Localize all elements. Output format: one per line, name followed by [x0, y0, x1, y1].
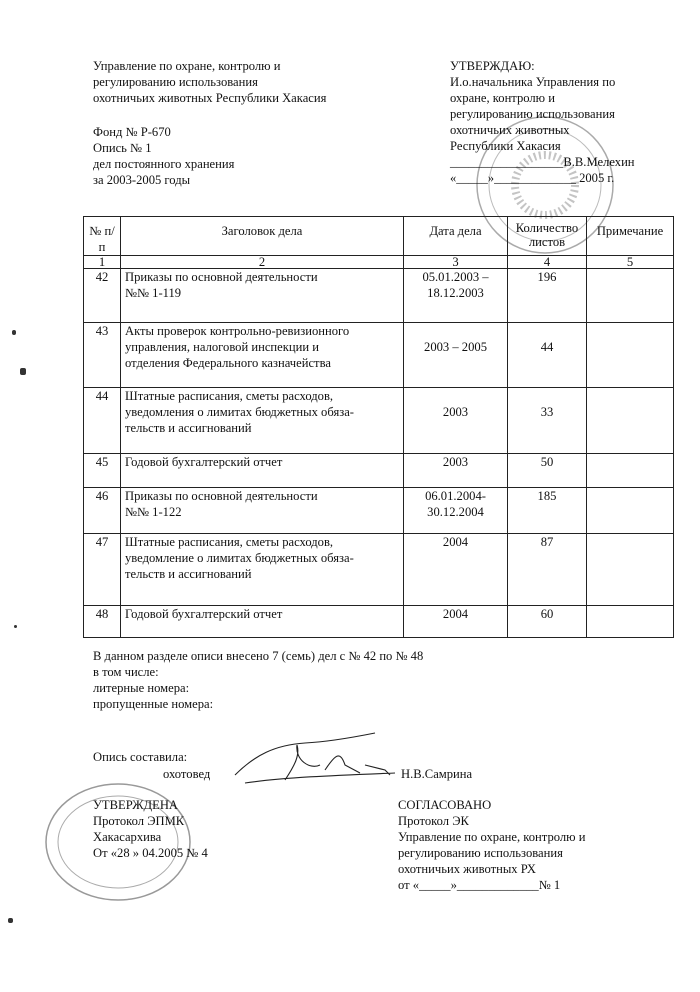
approval-block: [450, 58, 635, 186]
agreed-line: регулированию использования: [398, 846, 563, 860]
agreed-line: Протокол ЭК: [398, 814, 469, 828]
row-title: [121, 323, 404, 388]
row-date: [404, 388, 508, 454]
row-num: 48: [84, 606, 121, 638]
row-num: 47: [84, 534, 121, 606]
row-note: [587, 488, 674, 534]
header-title: Заголовок дела: [121, 217, 404, 256]
agreed-by-block: [398, 797, 585, 893]
year-range: за 2003-2005 годы: [93, 173, 191, 187]
agreed-heading: СОГЛАСОВАНО: [398, 798, 492, 812]
scan-speck: [20, 368, 26, 375]
row-num: 45: [84, 454, 121, 488]
approval-line: И.о.начальника Управления по: [450, 75, 616, 89]
row-title-line: №№ 1-122: [125, 505, 182, 519]
col-number: 1: [84, 256, 121, 269]
row-sheets: 50: [508, 454, 587, 488]
row-note: [587, 534, 674, 606]
row-num: 46: [84, 488, 121, 534]
row-note: [587, 323, 674, 388]
table-row: [84, 606, 674, 638]
summary-line: литерные номера:: [93, 681, 190, 695]
row-date-line: 2004: [442, 607, 469, 621]
approved-line: Протокол ЭПМК: [93, 814, 185, 828]
column-number-row: [84, 256, 674, 269]
row-note: [587, 454, 674, 488]
header-num: № п/п: [84, 217, 121, 256]
row-title-line: Акты проверок контрольно-ревизионного: [125, 324, 350, 338]
table-row: [84, 534, 674, 606]
row-sheets-value: 44: [540, 340, 554, 354]
col-number: 4: [508, 256, 587, 269]
row-num: 44: [84, 388, 121, 454]
row-date: [404, 606, 508, 638]
row-note: [587, 606, 674, 638]
inventory-table: [83, 216, 674, 638]
approval-signatory: __________________В.В.Мелехин: [450, 155, 635, 169]
row-title: [121, 488, 404, 534]
fond-info: [93, 124, 234, 188]
summary-line: пропущенные номера:: [93, 697, 214, 711]
table-row: [84, 388, 674, 454]
row-sheets-value: 33: [540, 405, 554, 419]
inventory-summary: [93, 648, 423, 712]
col-number: 5: [587, 256, 674, 269]
row-title-line: управления, налоговой инспекции и: [125, 340, 319, 354]
scan-speck: [8, 918, 13, 923]
approved-line: Хакасархива: [93, 830, 162, 844]
row-title: [121, 454, 404, 488]
table-row: [84, 488, 674, 534]
row-title-line: тельств и ассигнований: [125, 567, 252, 581]
row-date-line: 05.01.2003 –: [422, 270, 489, 284]
table-row: [84, 269, 674, 323]
approval-line: Республики Хакасия: [450, 139, 561, 153]
row-date-line: 06.01.2004-: [425, 489, 486, 503]
summary-count: В данном разделе описи внесено 7 (семь) дел с № 42 по № 48: [93, 649, 424, 663]
scan-speck: [14, 625, 17, 628]
row-date-line: 30.12.2004: [427, 505, 484, 519]
summary-line: в том числе:: [93, 665, 159, 679]
row-date: [404, 534, 508, 606]
scan-speck: [12, 330, 16, 335]
row-sheets: 87: [508, 534, 587, 606]
org-line: регулированию использования: [93, 75, 258, 89]
compiler-name: Н.В.Самрина: [401, 767, 473, 781]
row-date-line: 2003 – 2005: [424, 340, 487, 354]
org-line: охотничьих животных Республики Хакасия: [93, 91, 327, 105]
row-title-line: Годовой бухгалтерский отчет: [125, 607, 283, 621]
compiled-by-label: Опись составила:: [93, 750, 188, 764]
row-title: [121, 388, 404, 454]
row-title-line: уведомление о лимитах бюджетных обяза-: [125, 551, 354, 565]
row-title-line: уведомления о лимитах бюджетных обяза-: [125, 405, 354, 419]
col-number: 3: [404, 256, 508, 269]
row-date: [404, 454, 508, 488]
header-sheets: Количество листов: [508, 217, 587, 256]
approved-heading: УТВЕРЖДЕНА: [93, 798, 179, 812]
storage-type: дел постоянного хранения: [93, 157, 235, 171]
organization-name: [93, 58, 326, 106]
row-date-line: 2003: [442, 455, 469, 469]
row-title: [121, 606, 404, 638]
row-date: [404, 323, 508, 388]
inventory-number: Опись № 1: [93, 141, 152, 155]
row-date: [404, 269, 508, 323]
approved-by-block: [93, 797, 208, 861]
row-date-line: 2003: [442, 405, 469, 419]
row-sheets: 185: [508, 488, 587, 534]
row-title-line: №№ 1-119: [125, 286, 182, 300]
row-sheets: 60: [508, 606, 587, 638]
approval-line: охране, контролю и: [450, 91, 555, 105]
col-number: 2: [121, 256, 404, 269]
org-line: Управление по охране, контролю и: [93, 59, 281, 73]
row-sheets: [508, 323, 587, 388]
fond-number: Фонд № Р-670: [93, 125, 171, 139]
handwritten-signature: [225, 725, 405, 795]
table-header-row: [84, 217, 674, 256]
row-sheets: 196: [508, 269, 587, 323]
row-num: 42: [84, 269, 121, 323]
compiler-role: охотовед: [163, 767, 211, 781]
row-title-line: Штатные расписания, сметы расходов,: [125, 389, 334, 403]
row-note: [587, 269, 674, 323]
row-date-line: 2004: [442, 535, 469, 549]
row-sheets: [508, 388, 587, 454]
row-title: [121, 534, 404, 606]
row-title-line: отделения Федерального казначейства: [125, 356, 331, 370]
agreed-line: охотничьих животных РХ: [398, 862, 536, 876]
approval-line: регулированию использования: [450, 107, 615, 121]
header-note: Примечание: [587, 217, 674, 256]
row-title-line: Приказы по основной деятельности: [125, 489, 318, 503]
agreed-date: от «_____»_____________№ 1: [398, 878, 561, 892]
row-date-line: 18.12.2003: [427, 286, 484, 300]
approval-heading: УТВЕРЖДАЮ:: [450, 59, 535, 73]
row-num: 43: [84, 323, 121, 388]
row-date: [404, 488, 508, 534]
row-title-line: Годовой бухгалтерский отчет: [125, 455, 283, 469]
row-note: [587, 388, 674, 454]
approved-date: От «28 » 04.2005 № 4: [93, 846, 208, 860]
table-row: [84, 323, 674, 388]
agreed-line: Управление по охране, контролю и: [398, 830, 586, 844]
table-row: [84, 454, 674, 488]
approval-line: охотничьих животных: [450, 123, 570, 137]
row-title-line: Штатные расписания, сметы расходов,: [125, 535, 334, 549]
approval-date: «_____»_____________ 2005 г.: [450, 171, 615, 185]
row-title-line: Приказы по основной деятельности: [125, 270, 318, 284]
header-date: Дата дела: [404, 217, 508, 256]
row-title-line: тельств и ассигнований: [125, 421, 252, 435]
row-title: [121, 269, 404, 323]
